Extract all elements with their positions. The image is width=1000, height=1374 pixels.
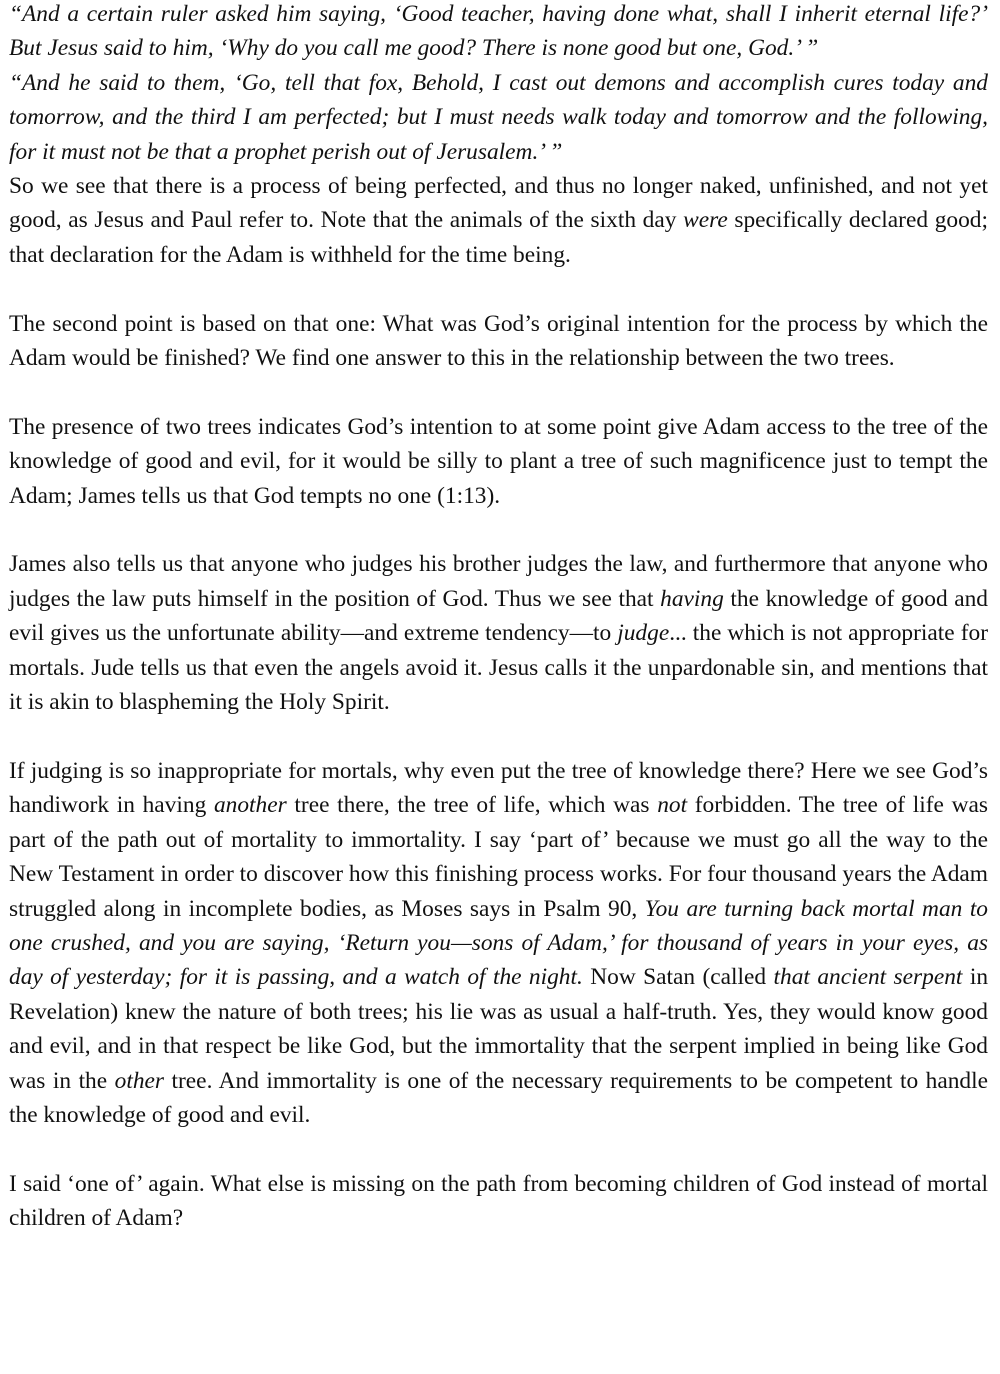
paragraph-two-trees: The presence of two trees indicates God’s intention to at some point give Adam access to the tree of the knowledge of good and evil, for it would be silly to plant a tree of such magnificence just to tempt the Adam; James tells us that God tempts no one (1:13).	[9, 413, 988, 509]
quote-fox: “And he said to them, ‘Go, tell that fox, Behold, I cast out demons and accomplish cures today and tomorrow, and the third I am perfected; but I must needs walk today and tomorrow and the following, for it must not be that a prophet perish out of Jerusalem.’ ”	[9, 69, 988, 165]
paragraph-judging: James also tells us that anyone who judges his brother judges the law, and furthermore that anyone who judges the law puts himself in the position of God. Thus we see that having the knowledge of good and evil gives us the unfortunate ability—and extreme tendency—to judge... the which is not appropriate for mortals. Jude tells us that even the angels avoid it. Jesus calls it the unpardonable sin, and mentions that it is akin to blaspheming the Holy Spirit.	[9, 551, 988, 716]
paragraph-second-point: The second point is based on that one: What was God’s original intention for the process by which the Adam would be finished? We find one answer to this in the relationship between the two trees.	[9, 310, 988, 372]
paragraph-one-of: I said ‘one of’ again. What else is missing on the path from becoming children of God instead of mortal children of Adam?	[9, 1170, 988, 1232]
quote-ruler: “And a certain ruler asked him saying, ‘Good teacher, having done what, shall I inherit eternal life?’ But Jesus said to him, ‘Why do you call me good? There is none good but one, God.’ ”	[9, 1, 988, 62]
paragraph-perfected: So we see that there is a process of being perfected, and thus no longer naked, unfinished, and not yet good, as Jesus and Paul refer to. Note that the animals of the sixth day were specifically declared good; that declaration for the Adam is withheld for the time being.	[9, 173, 988, 268]
paragraph-tree-of-life: If judging is so inappropriate for mortals, why even put the tree of knowledge there? Here we see God’s handiwork in having another tree there, the tree of life, which was not forbidden. The tree of life was part of the path out of mortality to immortality. I say ‘part of’ because we must go all the way to the New Testament in order to discover how this finishing process works. For four thousand years the Adam struggled along in incomplete bodies, as Moses says in Psalm 90, You are turning back mortal man to one crushed, and you are saying, ‘Return you—sons of Adam,’ for thousand of years in your eyes, as day of yesterday; for it is passing, and a watch of the night. Now Satan (called that ancient serpent in Revelation) knew the nature of both trees; his lie was as usual a half-truth. Yes, they would know good and evil, and in that respect be like God, but the immortality that the serpent implied in being like God was in the other tree. And immortality is one of the necessary requirements to be competent to handle the knowledge of good and evil.	[9, 757, 989, 1128]
